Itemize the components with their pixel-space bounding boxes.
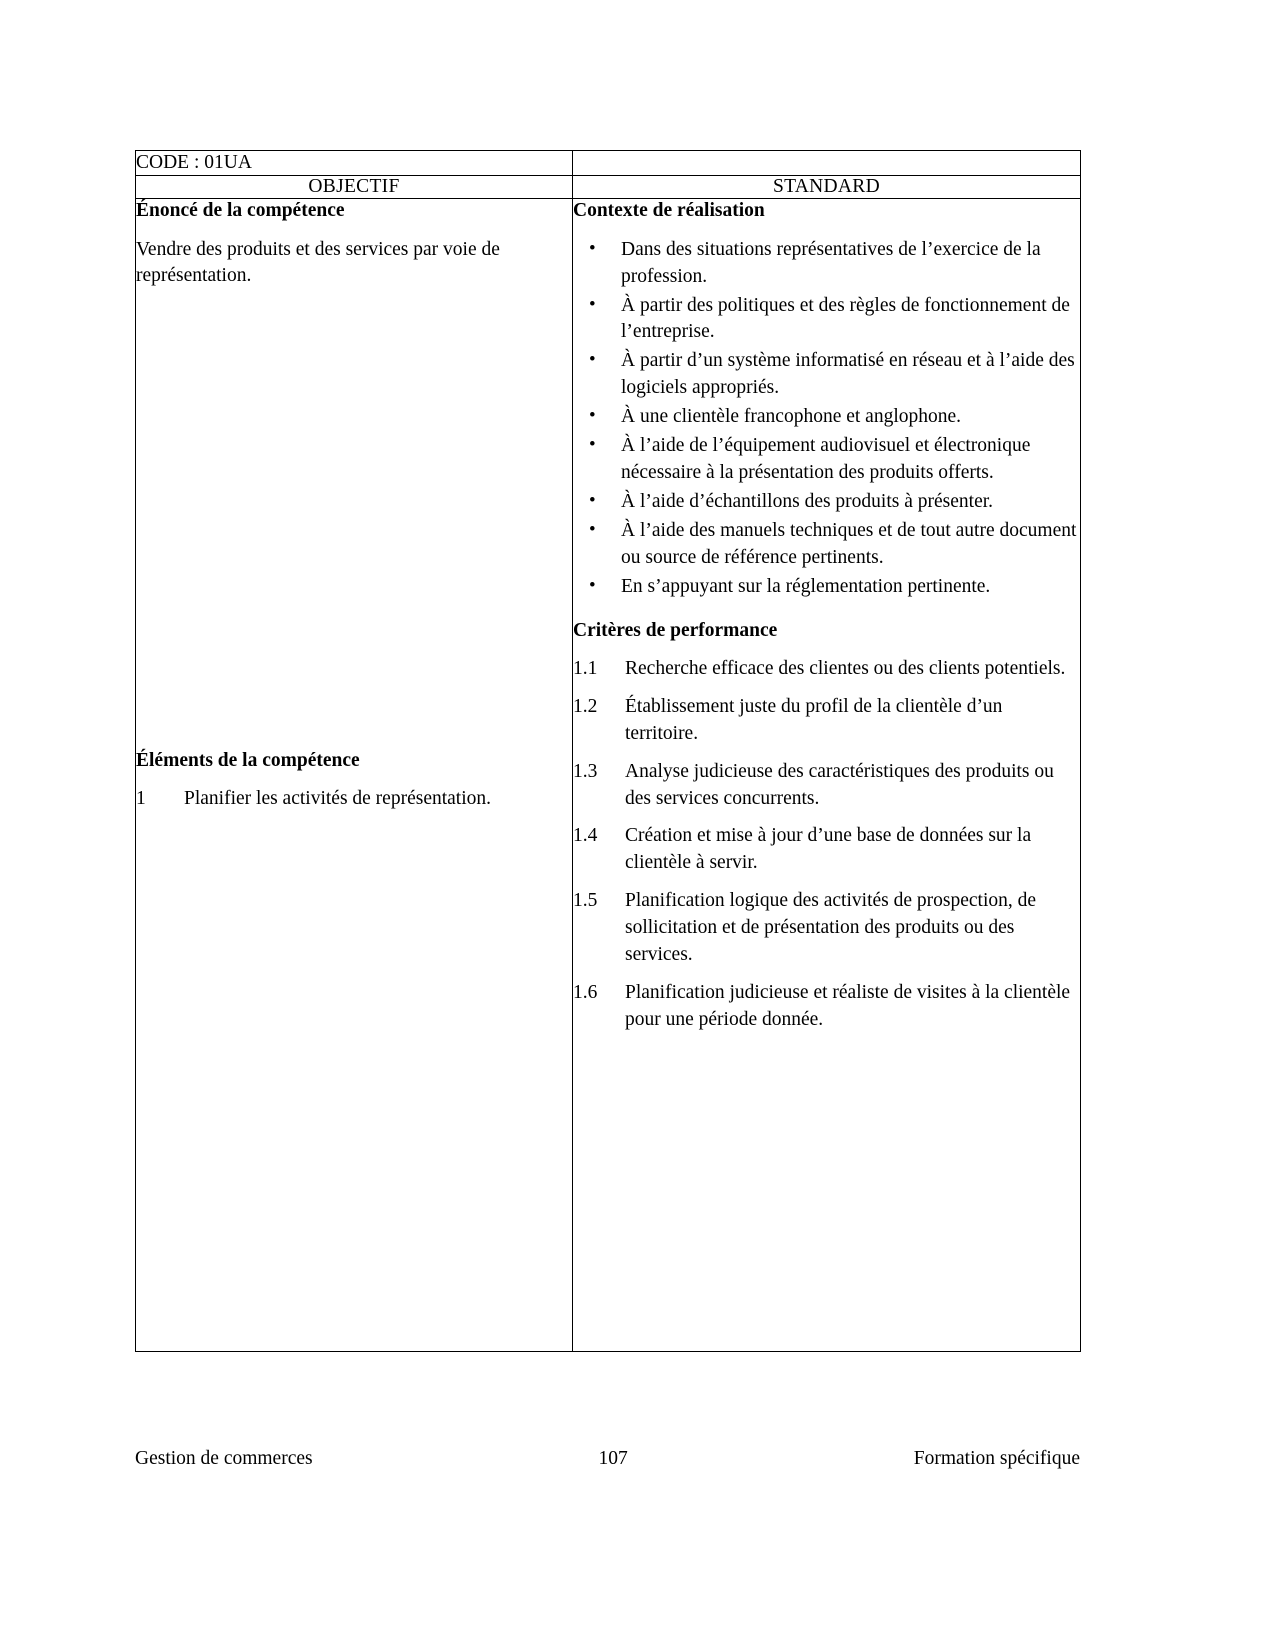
critere-text: Création et mise à jour d’une base de données sur la clientèle à servir. — [625, 825, 1032, 874]
footer-right: Formation spécifique — [913, 1448, 1080, 1469]
criteres-title: Critères de performance — [573, 619, 778, 641]
footer-page-number: 107 — [598, 1448, 628, 1469]
list-item — [573, 694, 1080, 748]
enonce-title: Énoncé de la compétence — [136, 200, 345, 222]
table-row-code — [136, 151, 1081, 176]
list-item — [573, 980, 1080, 1034]
critere-text: Planification logique des activités de prospection, de sollicitation et de présentation des produits ou des services. — [625, 890, 1037, 966]
table-row-headers — [136, 176, 1081, 199]
list-item: • À partir des politiques et des règles de fonctionnement de l’entreprise. — [573, 293, 1080, 347]
page-footer — [135, 1448, 1080, 1470]
element-text: Planifier les activités de représentation. — [184, 788, 492, 809]
element-number: 1 — [136, 788, 146, 809]
critere-number: 1.6 — [573, 982, 598, 1003]
enonce-text: Vendre des produits et des services par voie de représentation. — [136, 238, 500, 286]
critere-text: Analyse judicieuse des caractéristiques des produits ou des services concurrents. — [625, 760, 1054, 809]
list-item: • En s’appuyant sur la réglementation pertinente. — [573, 574, 1080, 601]
competency-table — [135, 150, 1081, 1352]
critere-number: 1.4 — [573, 825, 598, 847]
header-standard: STANDARD — [573, 176, 1081, 199]
list-item: • À l’aide de l’équipement audiovisuel et électronique nécessaire à la présentation des produits offerts. — [573, 433, 1080, 487]
critere-number: 1.3 — [573, 760, 598, 782]
contexte-list — [573, 237, 1080, 601]
critere-number: 1.2 — [573, 695, 598, 717]
objectif-cell — [136, 199, 573, 1352]
critere-number: 1.5 — [573, 890, 598, 912]
list-item — [573, 759, 1080, 813]
code-cell-empty — [573, 151, 1081, 176]
standard-cell — [573, 199, 1081, 1352]
list-item — [573, 888, 1080, 969]
elements-title: Éléments de la compétence — [136, 749, 360, 771]
list-item — [136, 786, 572, 813]
list-item — [573, 656, 1080, 683]
list-item: • Dans des situations représentatives de l’exercice de la profession. — [573, 237, 1080, 291]
criteres-list — [573, 656, 1080, 1034]
elements-list — [136, 786, 572, 813]
footer-left: Gestion de commerces — [135, 1448, 313, 1469]
critere-text: Recherche efficace des clientes ou des clients potentiels. — [625, 657, 1066, 679]
header-objectif: OBJECTIF — [136, 176, 573, 199]
list-item: • À une clientèle francophone et anglophone. — [573, 404, 1080, 431]
critere-text: Établissement juste du profil de la clientèle d’un territoire. — [625, 695, 1003, 744]
contexte-title: Contexte de réalisation — [573, 200, 765, 222]
list-item: • À partir d’un système informatisé en réseau et à l’aide des logiciels appropriés. — [573, 348, 1080, 402]
table-row-body — [136, 199, 1081, 1352]
objectif-spacer — [136, 289, 572, 749]
list-item — [573, 823, 1080, 877]
code-cell: CODE : 01UA — [136, 151, 573, 176]
list-item: • À l’aide des manuels techniques et de tout autre document ou source de référence pertinents. — [573, 518, 1080, 572]
critere-number: 1.1 — [573, 657, 598, 679]
critere-text: Planification judicieuse et réaliste de visites à la clientèle pour une période donnée. — [625, 982, 1071, 1030]
list-item: • À l’aide d’échantillons des produits à présenter. — [573, 489, 1080, 516]
